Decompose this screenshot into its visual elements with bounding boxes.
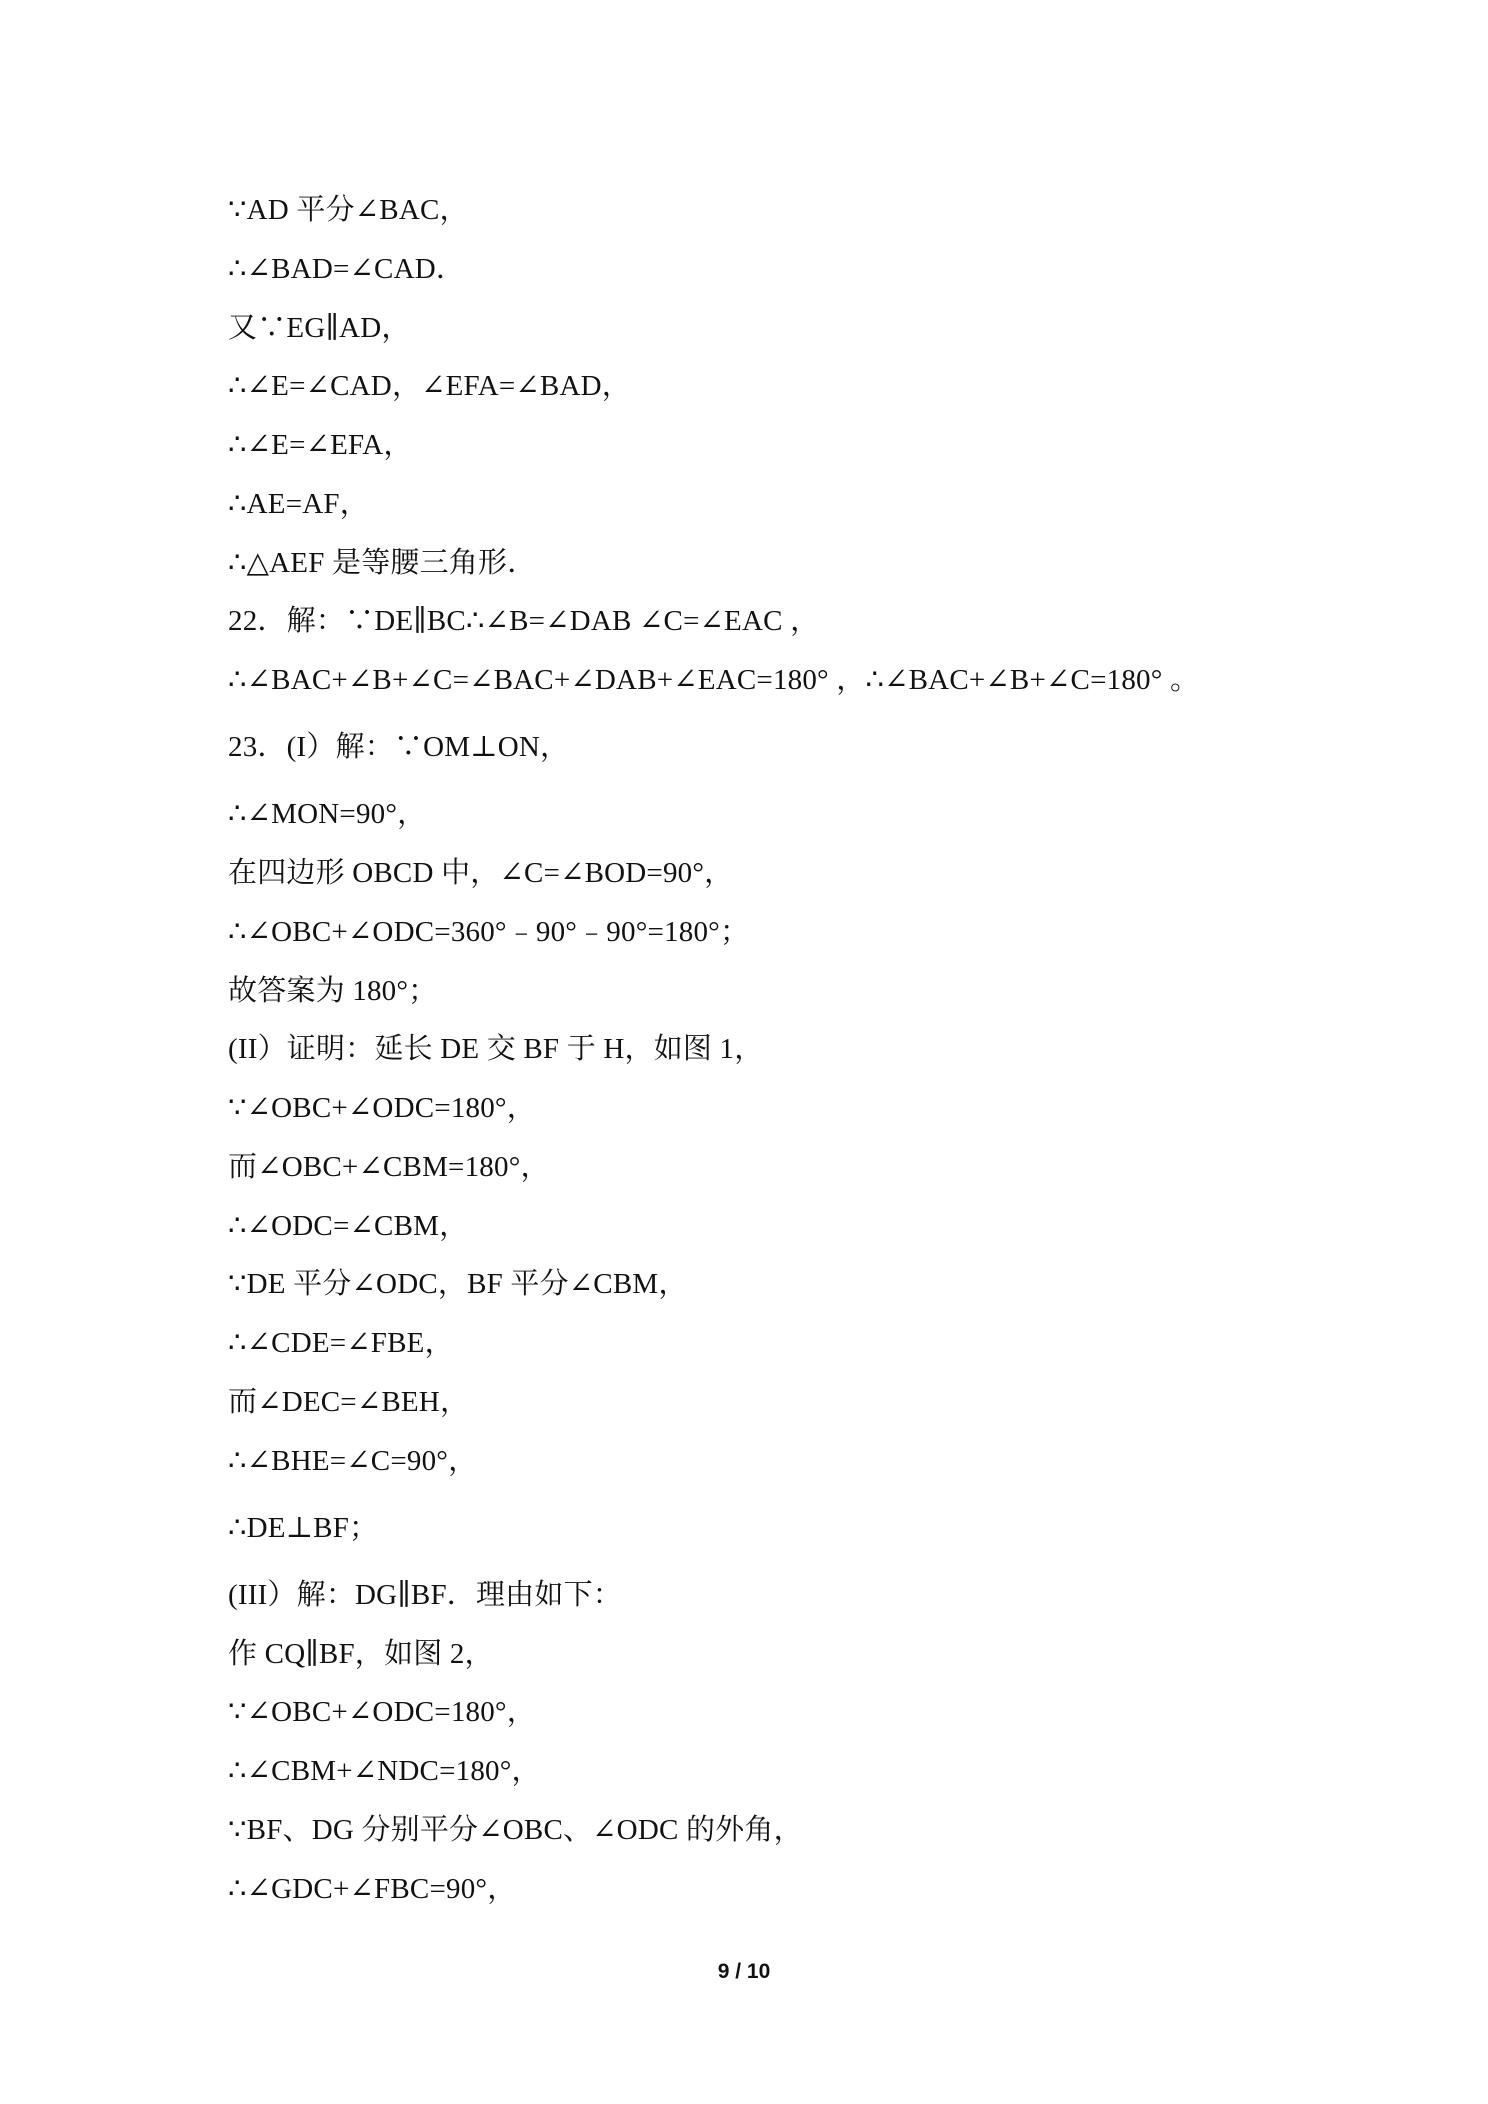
text-line: (III）解：DG∥BF．理由如下： bbox=[228, 1579, 622, 1611]
text-line: ∵AD 平分∠BAC， bbox=[228, 194, 469, 226]
text-line: 而∠DEC=∠BEH， bbox=[228, 1386, 470, 1418]
text-line: ∴∠BHE=∠C=90°， bbox=[228, 1445, 478, 1477]
text-line: ∴∠ODC=∠CBM， bbox=[228, 1210, 469, 1242]
text-line: (II）证明：延长 DE 交 BF 于 H，如图 1， bbox=[228, 1033, 764, 1065]
text-line: ∵∠OBC+∠ODC=180°， bbox=[228, 1696, 536, 1728]
text-line: ∴∠CDE=∠FBE， bbox=[228, 1327, 454, 1359]
text-line: ∴∠BAD=∠CAD． bbox=[228, 253, 466, 285]
text-line: 作 CQ∥BF，如图 2， bbox=[228, 1638, 494, 1670]
text-line: ∵∠OBC+∠ODC=180°， bbox=[228, 1092, 536, 1124]
text-line: 故答案为 180°； bbox=[228, 975, 438, 1007]
text-line: 22．解：∵DE∥BC∴∠B=∠DAB ∠C=∠EAC ， bbox=[228, 605, 820, 637]
text-line: 而∠OBC+∠CBM=180°， bbox=[228, 1151, 550, 1183]
text-line: ∵DE 平分∠ODC，BF 平分∠CBM， bbox=[228, 1268, 688, 1300]
text-line: ∴∠OBC+∠ODC=360°﹣90°﹣90°=180°； bbox=[228, 916, 750, 948]
text-line: ∴DE⊥BF； bbox=[228, 1512, 379, 1544]
text-line: 在四边形 OBCD 中，∠C=∠BOD=90°， bbox=[228, 857, 734, 889]
text-line: 23．(I）解：∵OM⊥ON， bbox=[228, 731, 570, 763]
text-line: ∴△AEF 是等腰三角形． bbox=[228, 547, 537, 579]
text-line: ∴∠CBM+∠NDC=180°， bbox=[228, 1755, 541, 1787]
text-line: ∴∠GDC+∠FBC=90°， bbox=[228, 1873, 517, 1905]
page-number: 9 / 10 bbox=[717, 1960, 771, 1983]
text-line: 又∵EG∥AD， bbox=[228, 312, 411, 344]
text-line: ∴∠E=∠EFA， bbox=[228, 429, 413, 461]
text-line: ∴∠E=∠CAD，∠EFA=∠BAD， bbox=[228, 370, 631, 402]
text-line: ∴AE=AF， bbox=[228, 488, 369, 520]
text-line: ∴∠MON=90°， bbox=[228, 798, 427, 830]
text-line: ∵BF、DG 分别平分∠OBC、∠ODC 的外角， bbox=[228, 1814, 803, 1846]
text-line: ∴∠BAC+∠B+∠C=∠BAC+∠DAB+∠EAC=180° ，∴∠BAC+∠B+∠C=180° 。 bbox=[228, 664, 1200, 696]
